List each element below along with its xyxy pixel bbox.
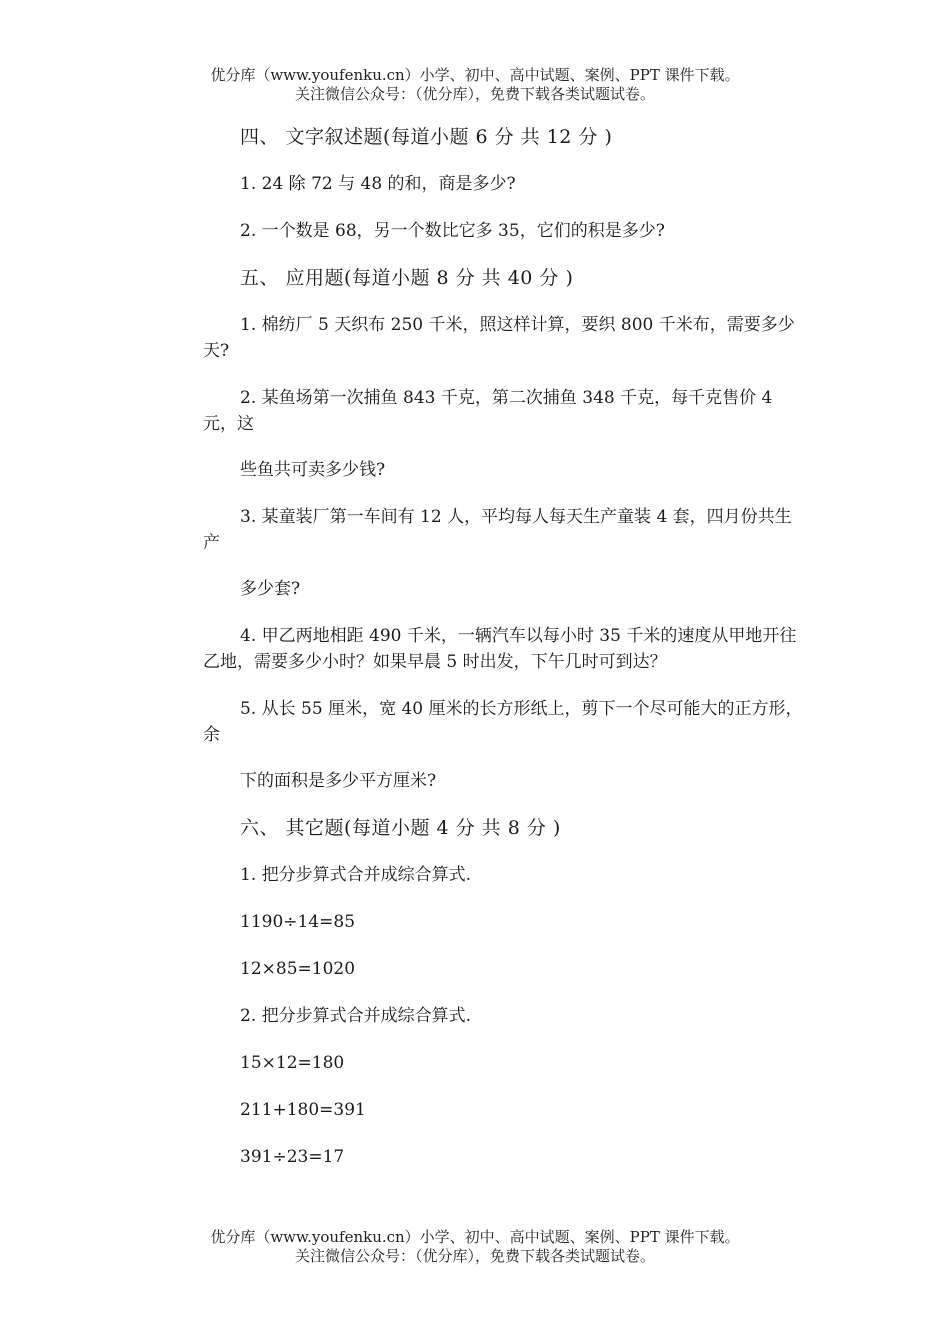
section-6-question-2-equation-1: 15×12=180 bbox=[240, 1053, 345, 1073]
header-line-2: 关注微信公众号：（优分库），免费下载各类试题试卷。 bbox=[294, 85, 655, 103]
section-5-question-3-line-2: 多少套? bbox=[240, 579, 301, 599]
header-line-1: 优分库（www.youfenku.cn）小学、初中、高中试题、案例、PPT 课件下载。 bbox=[210, 66, 740, 84]
section-5-question-5-line-1: 5. 从长 55 厘米，宽 40 厘米的长方形纸上，剪下一个尽可能大的正方形，余 bbox=[203, 699, 803, 745]
section-4-title: 四、 文字叙述题(每道小题 6 分 共 12 分 ) bbox=[240, 126, 613, 148]
section-5-question-1: 1. 棉纺厂 5 天织布 250 千米，照这样计算，要织 800 千米布，需要多少天? bbox=[203, 315, 795, 361]
section-5-title: 五、 应用题(每道小题 8 分 共 40 分 ) bbox=[240, 267, 574, 289]
section-6-question-1-equation-2: 12×85=1020 bbox=[240, 959, 356, 979]
page-footer bbox=[0, 1228, 950, 1266]
section-6-question-2-equation-2: 211+180=391 bbox=[240, 1100, 366, 1120]
footer-line-2: 关注微信公众号：（优分库），免费下载各类试题试卷。 bbox=[294, 1247, 655, 1265]
section-6-title: 六、 其它题(每道小题 4 分 共 8 分 ) bbox=[240, 817, 561, 839]
section-4-question-1: 1. 24 除 72 与 48 的和，商是多少? bbox=[240, 174, 516, 194]
section-5-question-2-line-2: 些鱼共可卖多少钱? bbox=[240, 460, 386, 480]
section-6-question-2-equation-3: 391÷23=17 bbox=[240, 1147, 345, 1167]
footer-line-1: 优分库（www.youfenku.cn）小学、初中、高中试题、案例、PPT 课件下载。 bbox=[210, 1228, 740, 1246]
section-5-question-3-line-1: 3. 某童装厂第一车间有 12 人，平均每人每天生产童装 4 套，四月份共生产 bbox=[203, 507, 792, 553]
section-6-question-1: 1. 把分步算式合并成综合算式. bbox=[240, 865, 472, 885]
section-4-question-2: 2. 一个数是 68，另一个数比它多 35，它们的积是多少? bbox=[240, 221, 665, 241]
section-6-question-1-equation-1: 1190÷14=85 bbox=[240, 912, 356, 932]
section-5-question-4: 4. 甲乙两地相距 490 千米，一辆汽车以每小时 35 千米的速度从甲地开往乙地，需要多少小时？如果早晨 5 时出发，下午几时可到达？ bbox=[203, 626, 797, 672]
section-6-question-2: 2. 把分步算式合并成综合算式. bbox=[240, 1006, 472, 1026]
page-header bbox=[0, 66, 950, 104]
section-5-question-5-line-2: 下的面积是多少平方厘米? bbox=[240, 771, 437, 791]
section-5-question-2-line-1: 2. 某鱼场第一次捕鱼 843 千克，第二次捕鱼 348 千克，每千克售价 4 元，这 bbox=[203, 388, 773, 434]
